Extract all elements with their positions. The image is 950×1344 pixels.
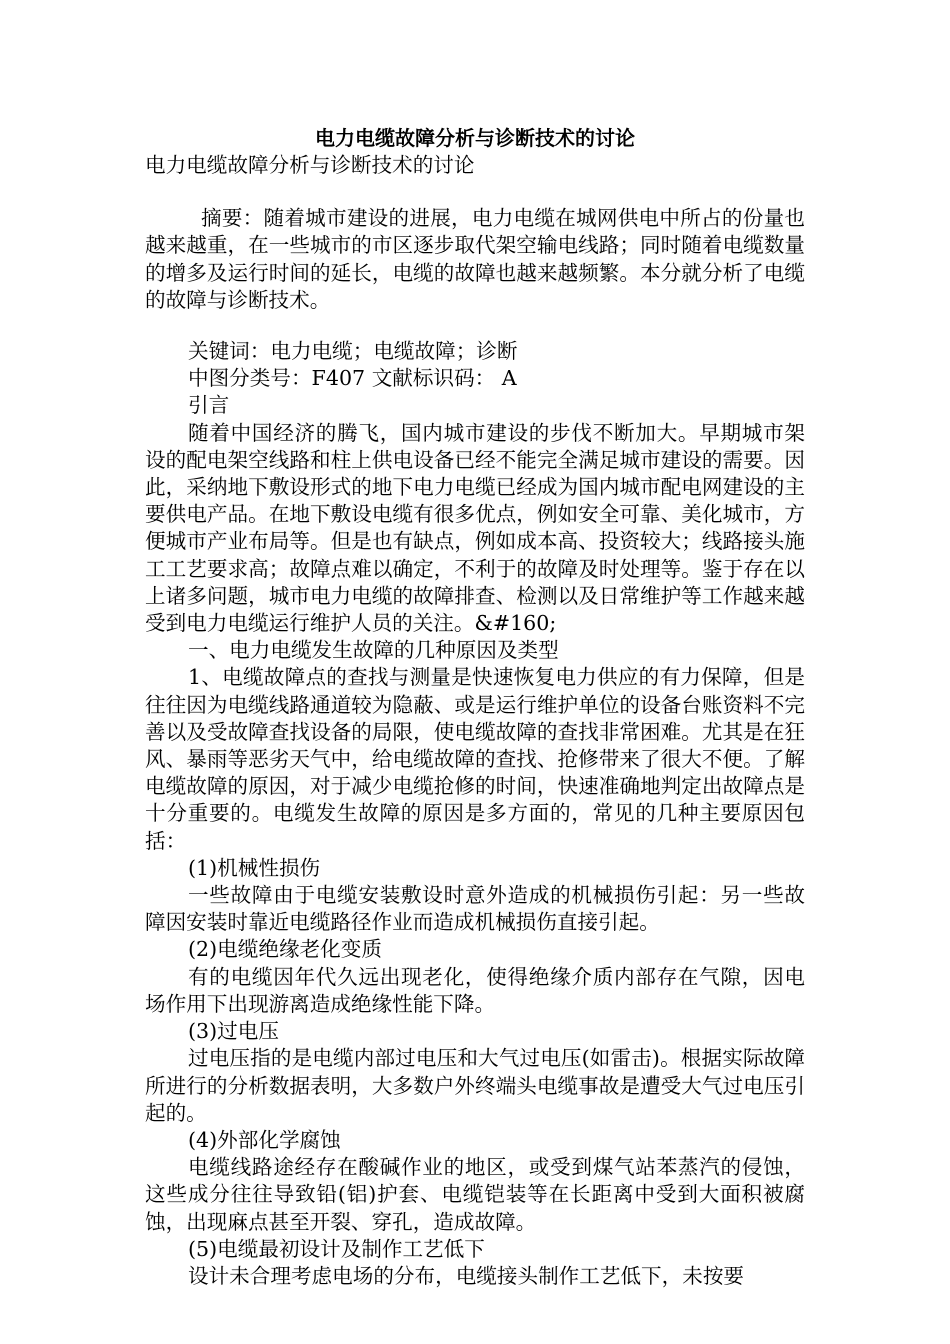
- spacer: [145, 314, 805, 338]
- keywords-line: 关键词：电力电缆；电缆故障；诊断: [188, 339, 518, 364]
- item2-heading: (2)电缆绝缘老化变质: [188, 937, 382, 962]
- item1-heading: (1)机械性损伤: [188, 855, 321, 880]
- document-title: 电力电缆故障分析与诊断技术的讨论: [315, 126, 635, 150]
- section1-heading: 一、电力电缆发生故障的几种原因及类型: [188, 638, 559, 663]
- item5-paragraph: 设计未合理考虑电场的分布，电缆接头制作工艺低下，未按要: [188, 1263, 745, 1288]
- item4-heading: (4)外部化学腐蚀: [188, 1127, 341, 1152]
- classification-line: 中图分类号：F407 文献标识码： A: [188, 366, 517, 391]
- item2-paragraph: 有的电缆因年代久远出现老化，使得绝缘介质内部存在气隙，因电场作用下出现游离造成绝缘性能下降。: [145, 964, 805, 1016]
- intro-heading: 引言: [188, 393, 230, 418]
- item1-paragraph: 一些故障由于电缆安装敷设时意外造成的机械损伤引起：另一些故障因安装时靠近电缆路径作业而造成机械损伤直接引起。: [145, 883, 805, 935]
- intro-paragraph: 随着中国经济的腾飞，国内城市建设的步伐不断加大。早期城市架设的配电架空线路和柱上供电设备已经不能完全满足城市建设的需要。因此，采纳地下敷设形式的地下电力电缆已经成为国内城市配电网建设的主要供电产品。在地下敷设电缆有很多优点，例如安全可靠、美化城市，方便城市产业布局等。但是也有缺点，例如成本高、投资较大；线路接头施工工艺要求高；故障点难以确定，不利于的故障及时处理等。鉴于存在以上诸多问题，城市电力电缆的故障排查、检测以及日常维护等工作越来越受到电力电缆运行维护人员的关注。&#160;: [145, 420, 805, 636]
- document-subtitle: 电力电缆故障分析与诊断技术的讨论: [145, 153, 475, 177]
- abstract-paragraph: 摘要：随着城市建设的进展，电力电缆在城网供电中所占的份量也越来越重，在一些城市的市区逐步取代架空输电线路；同时随着电缆数量的增多及运行时间的延长，电缆的故障也越来越频繁。本分就分析了电缆的故障与诊断技术。: [145, 206, 805, 312]
- item4-paragraph: 电缆线路途经存在酸碱作业的地区，或受到煤气站苯蒸汽的侵蚀，这些成分往往导致铅(铝)护套、电缆铠装等在长距离中受到大面积被腐蚀，出现麻点甚至开裂、穿孔，造成故障。: [145, 1155, 805, 1234]
- section1-paragraph: 1、电缆故障点的查找与测量是快速恢复电力供应的有力保障，但是往往因为电缆线路通道较为隐蔽、或是运行维护单位的设备台账资料不完善以及受故障查找设备的局限，使电缆故障的查找非常困难。尤其是在狂风、暴雨等恶劣天气中，给电缆故障的查找、抢修带来了很大不便。了解电缆故障的原因，对于减少电缆抢修的时间，快速准确地判定出故障点是十分重要的。电缆发生故障的原因是多方面的，常见的几种主要原因包括：: [145, 665, 805, 853]
- item3-heading: (3)过电压: [188, 1019, 279, 1044]
- item5-heading: (5)电缆最初设计及制作工艺低下: [188, 1236, 485, 1261]
- item3-paragraph: 过电压指的是电缆内部过电压和大气过电压(如雷击)。根据实际故障所进行的分析数据表明，大多数户外终端头电缆事故是遭受大气过电压引起的。: [145, 1046, 805, 1125]
- document-body: [145, 152, 805, 1290]
